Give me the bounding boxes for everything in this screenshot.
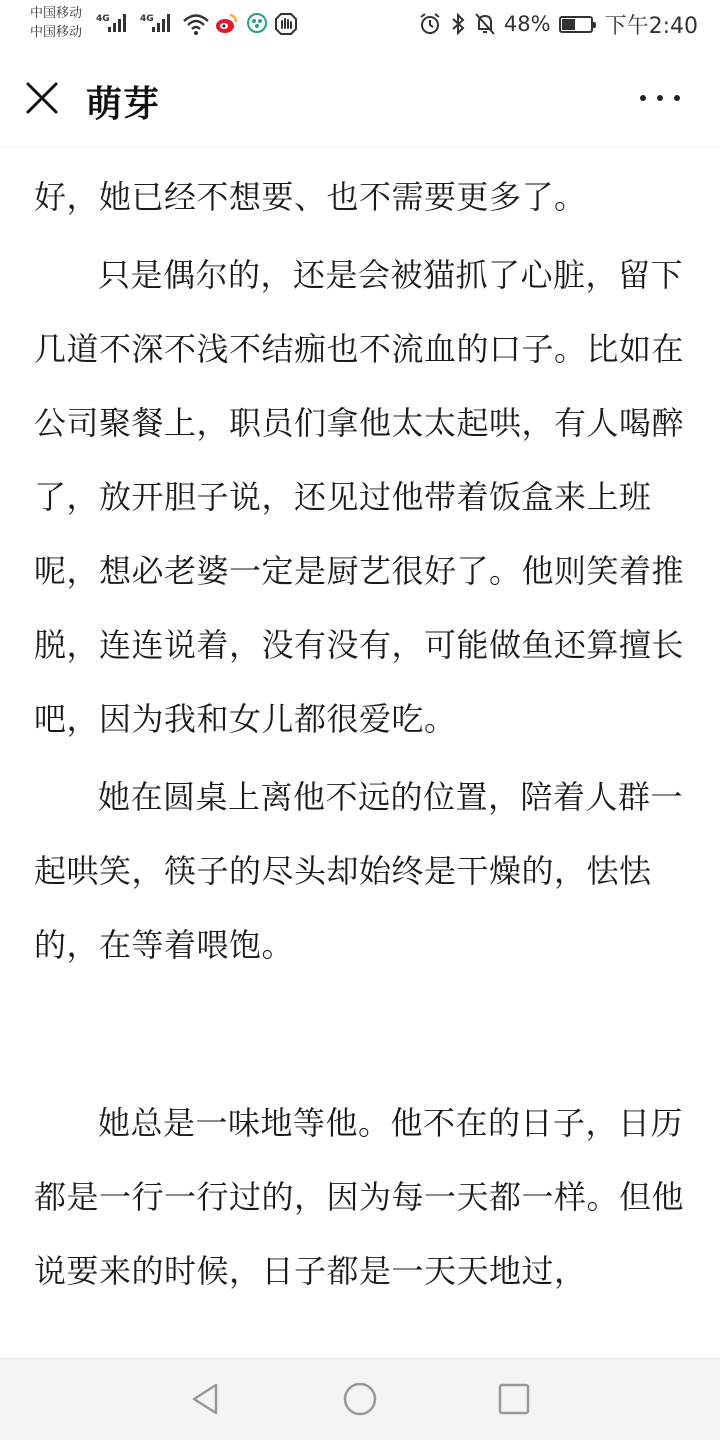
back-triangle-icon <box>188 1381 224 1417</box>
home-circle-icon <box>342 1381 378 1417</box>
app-header <box>0 48 720 148</box>
hand-icon <box>274 12 298 36</box>
page-title: 萌芽 <box>86 84 161 125</box>
recents-square-icon <box>496 1381 532 1417</box>
carrier-1-label: 中国移动 <box>30 6 83 21</box>
close-icon <box>24 80 60 116</box>
carrier-2-label: 中国移动 <box>30 25 83 40</box>
status-right-group <box>418 8 698 40</box>
back-button[interactable] <box>188 1381 224 1417</box>
home-button[interactable] <box>342 1381 378 1417</box>
battery-icon <box>559 16 593 33</box>
paragraph: 她在圆桌上离他不远的位置，陪着人群一起哄笑，筷子的尽头却始终是干燥的，怯怯的，在等着喂饱。 <box>34 778 684 964</box>
app-icon <box>246 12 268 34</box>
paragraph: 好，她已经不想要、也不需要更多了。 <box>34 178 587 216</box>
status-bar: 中国移动 中国移动 4G 4G 48% 下午2:40 <box>0 0 720 48</box>
bluetooth-icon <box>450 12 466 36</box>
paragraph: 她总是一味地等他。他不在的日子，日历都是一行一行过的，因为每一天都一样。但他说要来的时候，日子都是一天天地过， <box>34 1104 685 1290</box>
clock: 下午2:40 <box>604 13 698 39</box>
carrier-info <box>30 4 82 42</box>
weibo-icon <box>214 12 238 36</box>
article-body <box>34 160 690 1308</box>
wifi-icon <box>182 12 210 36</box>
system-nav-bar <box>0 1358 720 1440</box>
more-button[interactable] <box>640 88 680 108</box>
recents-button[interactable] <box>496 1381 532 1417</box>
more-icon <box>640 95 646 101</box>
battery-percent: 48% <box>503 12 551 36</box>
alarm-icon <box>418 12 442 36</box>
mute-icon <box>474 12 496 36</box>
paragraph: 只是偶尔的，还是会被猫抓了心脏，留下几道不深不浅不结痂也不流血的口子。比如在公司聚餐上，职员们拿他太太起哄，有人喝醉了，放开胆子说，还见过他带着饭盒来上班呢，想必老婆一定是厨艺很好了。他则笑着推脱，连连说着，没有没有，可能做鱼还算擅长吧，因为我和女儿都很爱吃。 <box>34 256 685 738</box>
close-button[interactable] <box>24 80 60 116</box>
